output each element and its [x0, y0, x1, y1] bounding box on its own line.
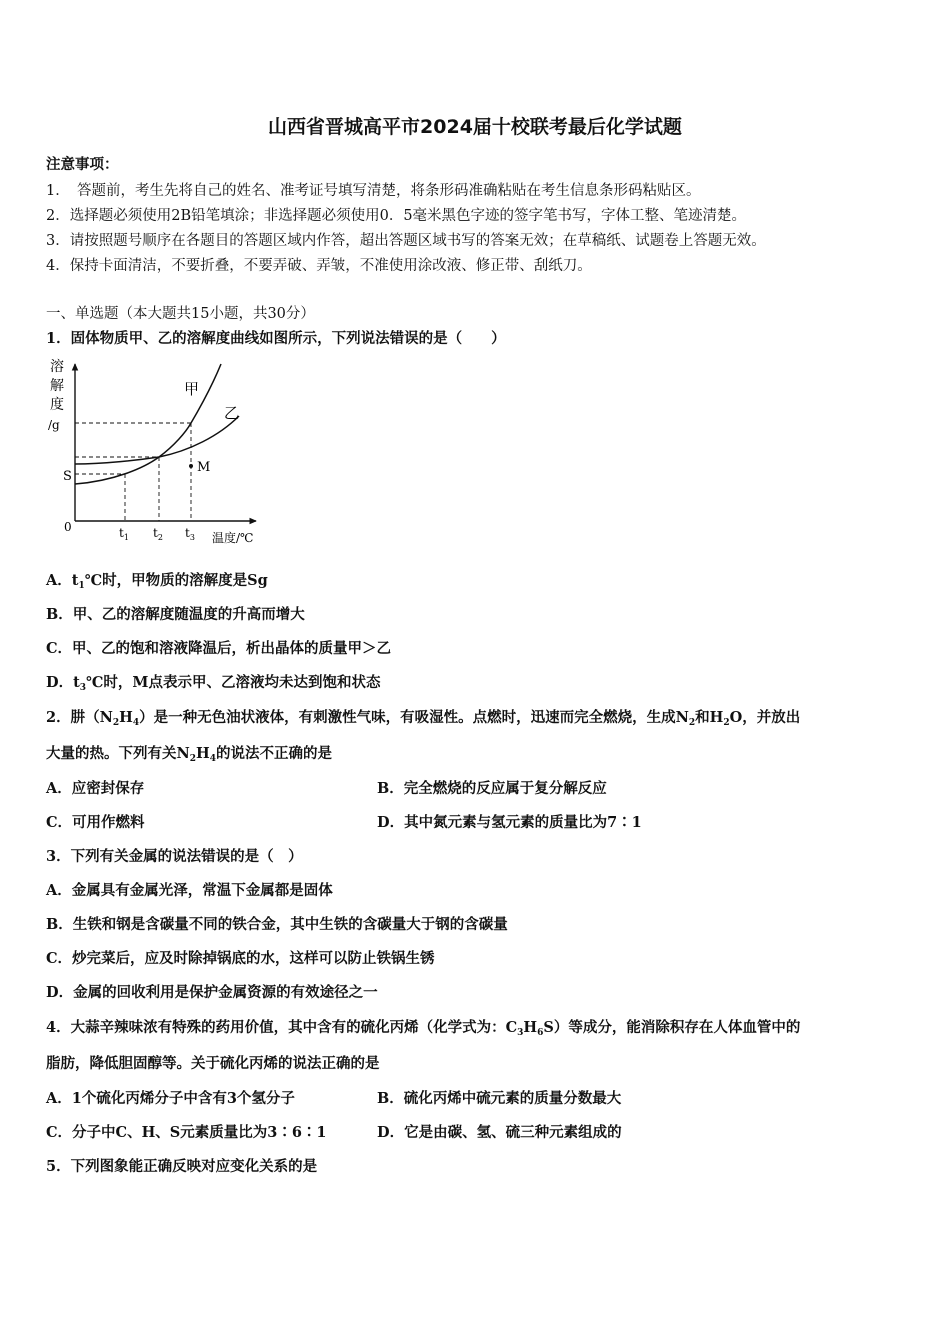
section-heading: 一、单选题（本大题共15小题，共30分） [46, 306, 315, 322]
q3-option-b: B．生铁和钢是含碳量不同的铁合金，其中生铁的含碳量大于钢的含碳量 [46, 916, 508, 933]
q4-option-b: B．硫化丙烯中硫元素的质量分数最大 [377, 1090, 622, 1107]
q2-stem-line2: 大量的热。下列有关$N_2H_4$的说法不正确的是 [46, 745, 332, 764]
q4-stem-line2: 脂肪，降低胆固醇等。关于硫化丙烯的说法正确的是 [46, 1055, 380, 1072]
q2-option-a: A．应密封保存 [46, 780, 145, 797]
q3-stem: 3．下列有关金属的说法错误的是（ ） [46, 848, 303, 865]
tick-label-t3: $t_3$ [185, 526, 195, 542]
q1-option-d: D．$t_3℃$时，M点表示甲、乙溶液均未达到饱和状态 [46, 674, 381, 693]
notice-heading: 注意事项： [46, 156, 119, 173]
q2-stem-line1: 2．肼$(N_2H_4)$是一种无色油状液体，有刺激性气味，有吸湿性。点燃时，迅速而完全燃烧，生成$N_2$和$H_2O$，并放出 [46, 709, 801, 728]
q3-option-a: A．金属具有金属光泽，常温下金属都是固体 [46, 882, 333, 899]
q3-option-d: D．金属的回收利用是保护金属资源的有效途径之一 [46, 984, 378, 1001]
curve-yi-label: 乙 [224, 404, 240, 422]
q5-stem: 5．下列图象能正确反映对应变化关系的是 [46, 1158, 318, 1175]
q4-option-c: C．分子中C、H、S元素质量比为3∶6∶1 [46, 1124, 327, 1141]
q1-option-b: B．甲、乙的溶解度随温度的升高而增大 [46, 606, 305, 623]
q2-option-d: D．其中氮元素与氢元素的质量比为7∶1 [377, 814, 642, 831]
notice-item: 2．选择题必须使用2B铅笔填涂；非选择题必须使用0．5毫米黑色字迹的签字笔书写，字体工整、笔迹清楚。 [46, 208, 747, 224]
curve-jia-label: 甲 [184, 380, 200, 398]
solubility-graph [44, 356, 274, 551]
y-axis-label-char: 度 [50, 397, 64, 413]
point-m [189, 464, 193, 468]
q2-option-b: B．完全燃烧的反应属于复分解反应 [377, 780, 607, 797]
q1-option-c: C．甲、乙的饱和溶液降温后，析出晶体的质量甲＞乙 [46, 640, 392, 657]
y-axis-label-char: 溶 [50, 359, 64, 375]
q4-option-a: A．1个硫化丙烯分子中含有3个氢分子 [46, 1090, 295, 1107]
origin-label: 0 [64, 520, 72, 534]
tick-label-t2: $t_2$ [153, 526, 163, 542]
tick-label-t1: $t_1$ [119, 526, 129, 542]
q2-option-c: C．可用作燃料 [46, 814, 145, 831]
x-axis-label: 温度/℃ [212, 531, 254, 545]
notice-item: 3．请按照题号顺序在各题目的答题区域内作答，超出答题区域书写的答案无效；在草稿纸、试题卷上答题无效。 [46, 233, 766, 249]
q1-stem: 1．固体物质甲、乙的溶解度曲线如图所示，下列说法错误的是（ ） [46, 330, 506, 347]
y-axis-label-char: /g [48, 418, 60, 432]
q4-stem-line1: 4．大蒜辛辣味浓有特殊的药用价值，其中含有的硫化丙烯（化学式为：$C_3H_6S$）等成分，能消除积存在人体血管中的 [46, 1019, 801, 1038]
page-title: 山西省晋城高平市2024届十校联考最后化学试题 [268, 116, 682, 138]
notice-item: 4．保持卡面清洁，不要折叠，不要弄破、弄皱，不准使用涂改液、修正带、刮纸刀。 [46, 258, 592, 274]
s-label: S [63, 469, 72, 484]
q4-option-d: D．它是由碳、氢、硫三种元素组成的 [377, 1124, 622, 1141]
q1-option-a: A．$t_1℃$时，甲物质的溶解度是Sg [46, 572, 268, 591]
point-m-label: M [197, 460, 211, 475]
y-axis-label-char: 解 [50, 378, 64, 394]
q3-option-c: C．炒完菜后，应及时除掉锅底的水，这样可以防止铁锅生锈 [46, 950, 435, 967]
notice-item: 1． 答题前，考生先将自己的姓名、准考证号填写清楚，将条形码准确粘贴在考生信息条形码粘贴区。 [46, 183, 701, 199]
